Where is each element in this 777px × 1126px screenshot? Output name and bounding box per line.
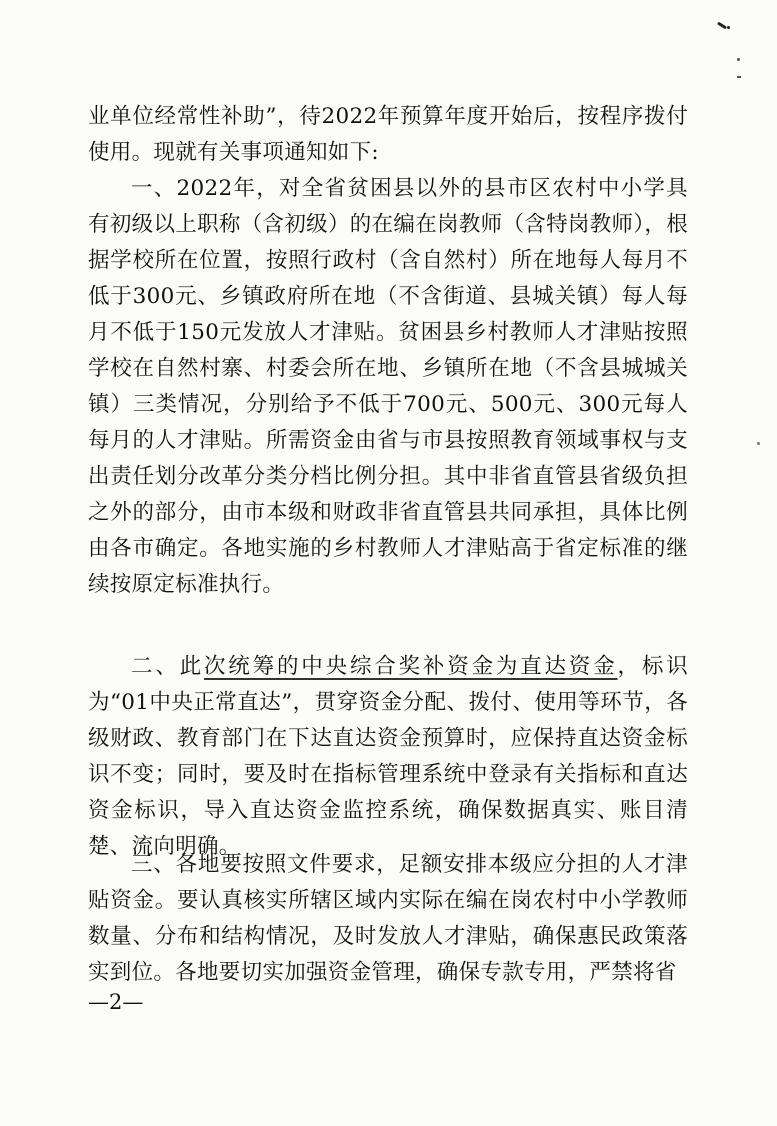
- paragraph-item-1: 一、2022年，对全省贫困县以外的县市区农村中小学具有初级以上职称（含初级）的在编在岗教师（含特岗教师），根据学校所在位置，按照行政村（含自然村）所在地每人每月不低于300元、乡镇政府所在地（不含街道、县城关镇）每人每月不低于150元发放人才津贴。贫困县乡村教师人才津贴按照学校在自然村寨、村委会所在地、乡镇所在地（不含县城城关镇）三类情况，分别给予不低于700元、500元、300元每人每月的人才津贴。所需资金由省与市县按照教育领域事权与支出责任划分改革分类分档比例分担。其中非省直管县省级负担之外的部分，由市本级和财政非省直管县共同承担，具体比例由各市确定。各地实施的乡村教师人才津贴高于省定标准的继续按原定标准执行。: [88, 176, 688, 597]
- scan-speck: [727, 26, 730, 29]
- scan-speck: [757, 442, 760, 445]
- scan-speck: [717, 22, 727, 30]
- scan-speck: [737, 76, 741, 78]
- scan-speck: [737, 58, 740, 61]
- handwritten-underline-text: 次统筹的中央综合奖补资金为直达资金: [203, 654, 618, 679]
- paragraph-item-2-rest: ，标识为“01中央正常直达”，贯穿资金分配、拨付、使用等环节，各级财政、教育部门在下达直达资金预算时，应保持直达资金标识不变；同时，要及时在指标管理系统中登录有关指标和直达资金标识，导入直达资金监控系统，确保数据真实、账目清楚、流向明确。: [88, 654, 688, 859]
- page-number: —2—: [88, 990, 144, 1014]
- paragraph-item-2: [88, 649, 688, 865]
- paragraph-continued: 业单位经常性补助”，待2022年预算年度开始后，按程序拨付使用。现就有关事项通知如下:: [88, 104, 688, 165]
- paragraph-item-3: 三、各地要按照文件要求，足额安排本级应分担的人才津贴资金。要认真核实所辖区域内实际在编在岗农村中小学教师数量、分布和结构情况，及时发放人才津贴，确保惠民政策落实到位。各地要切实加强资金管理，确保专款专用，严禁将省: [88, 852, 688, 985]
- paragraph-item-2-prefix: 二、此: [131, 654, 204, 679]
